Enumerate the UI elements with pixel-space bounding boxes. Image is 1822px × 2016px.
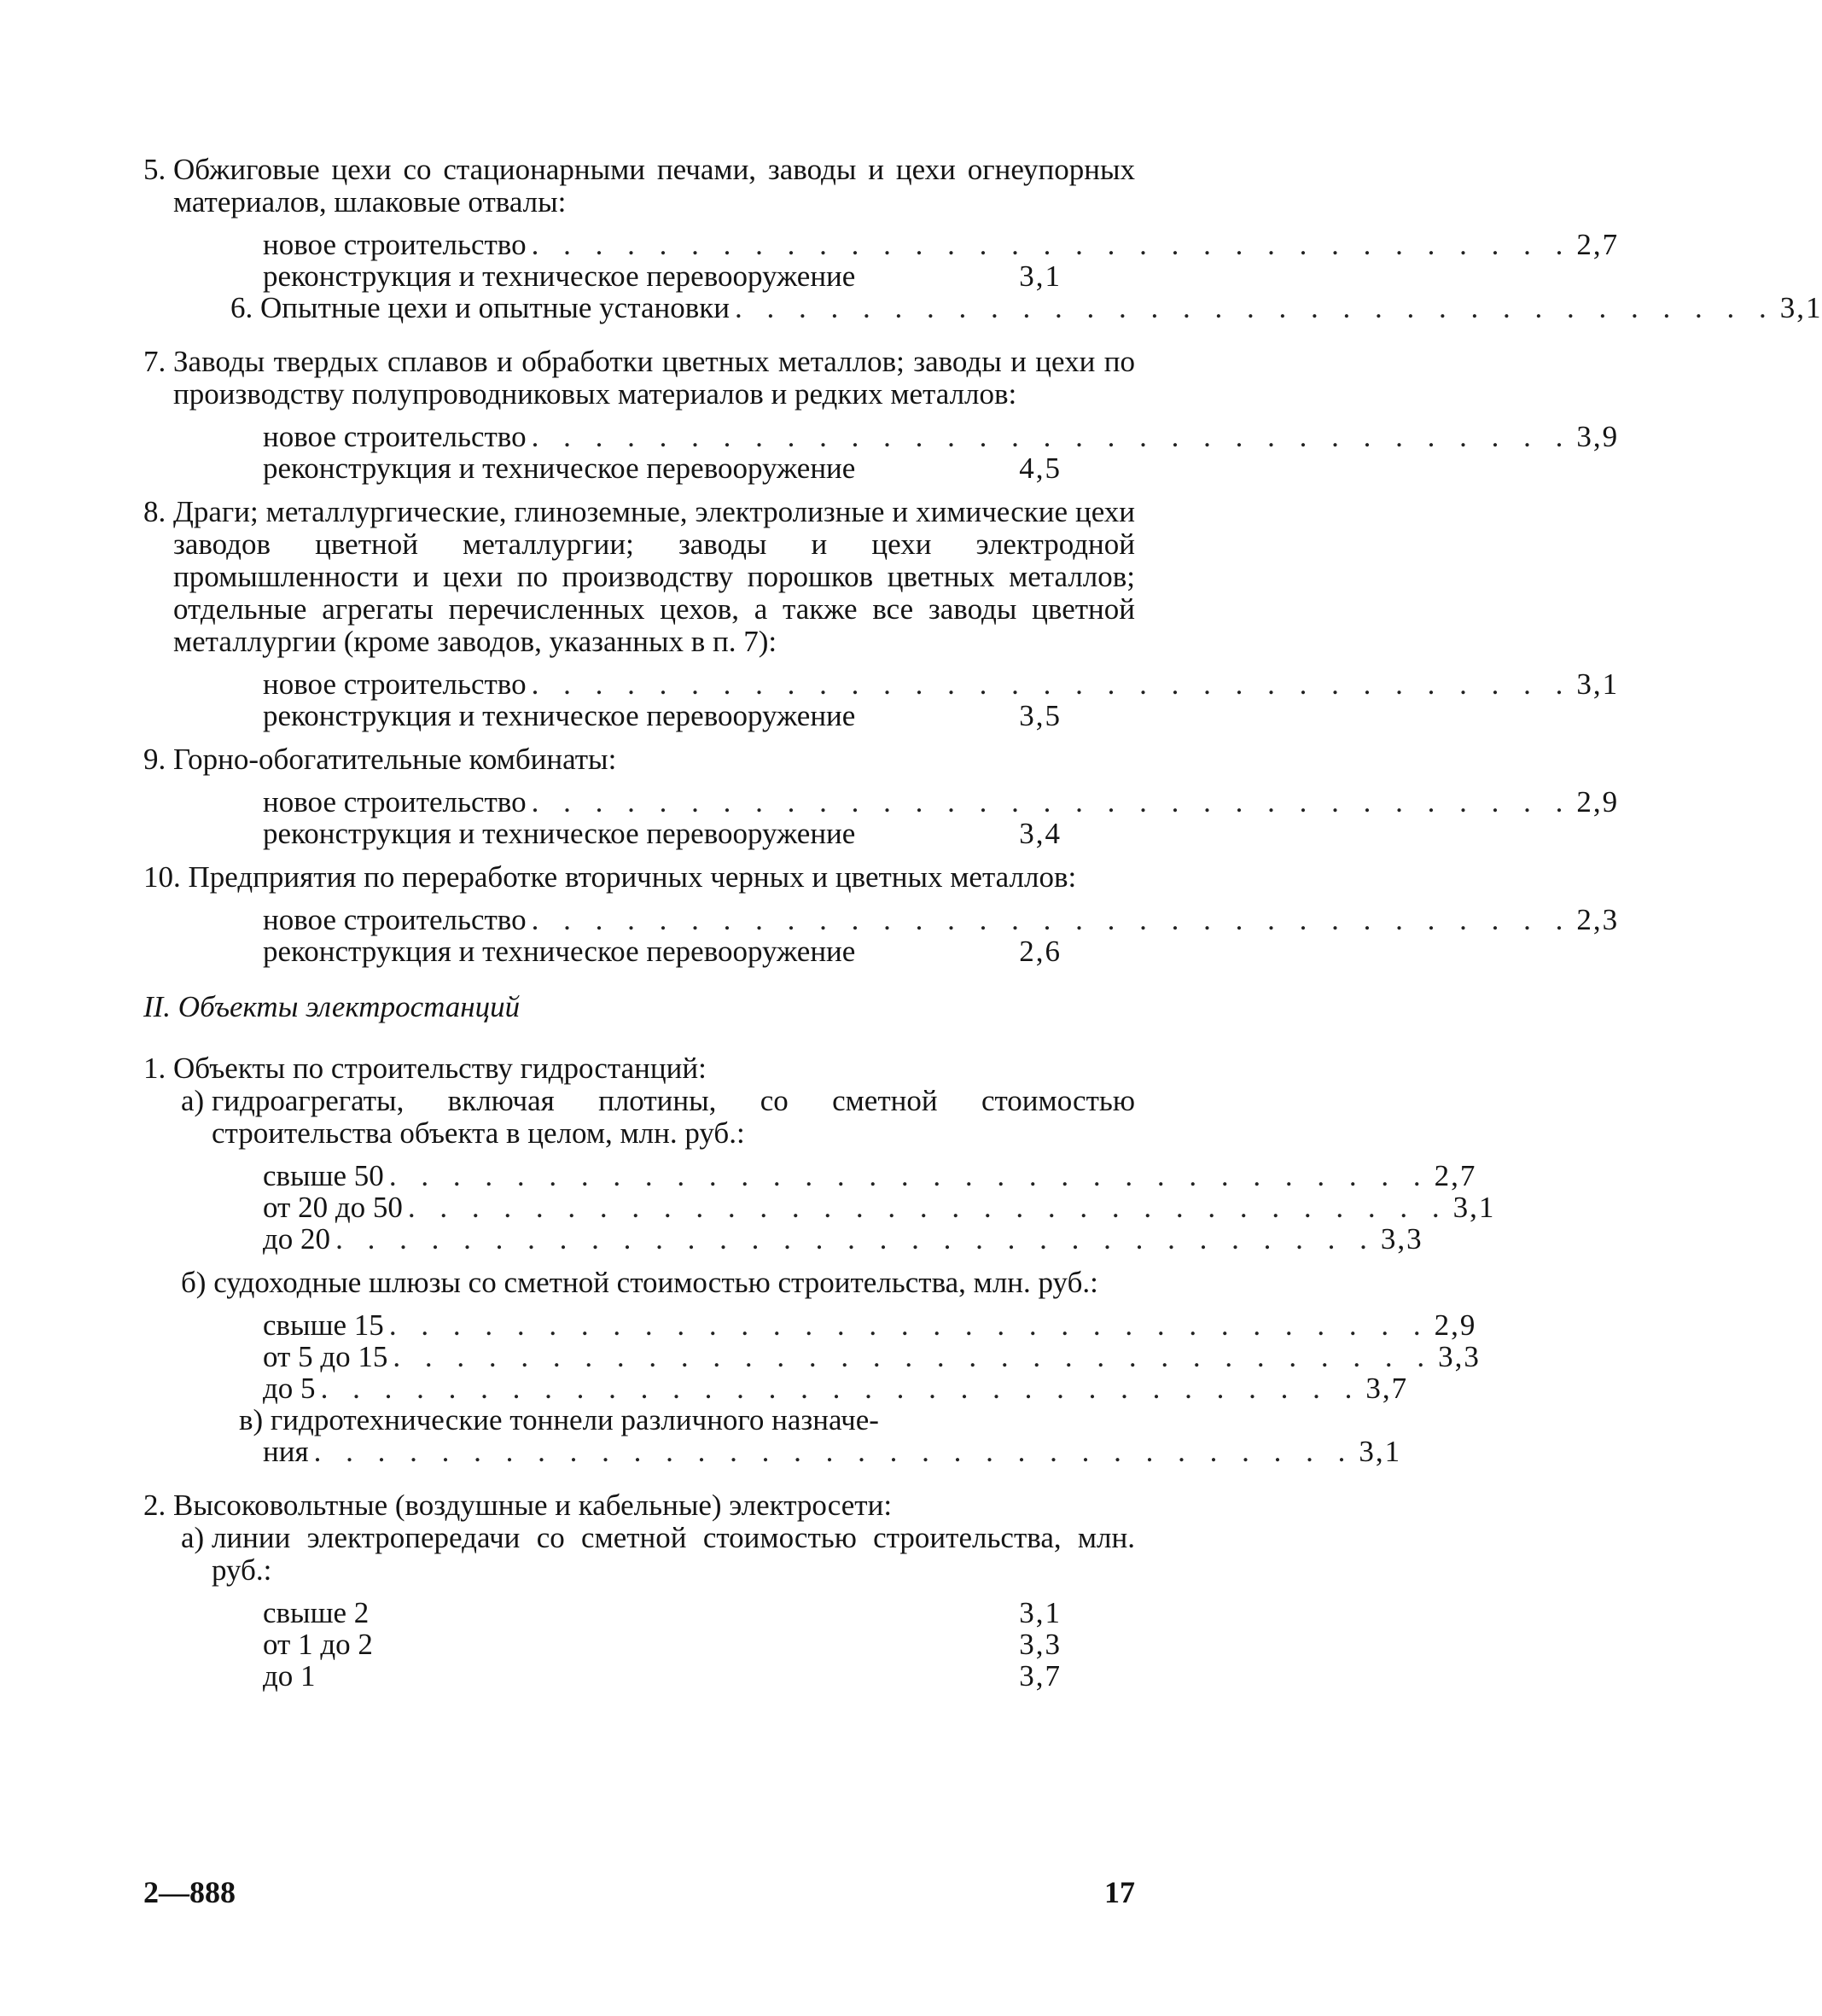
row-label: от 5 до 15 [263, 1340, 388, 1373]
dot-leader: . . . . . . . . . . . . . . . . . . . . . . . . . . . . . . . . . [335, 1222, 1376, 1256]
row-label: ния [263, 1435, 309, 1468]
list-item [143, 495, 1620, 732]
row-label: новое строительство [263, 785, 527, 819]
value-row [263, 1191, 1496, 1224]
list-item [143, 153, 1822, 324]
value-row [263, 1629, 1062, 1660]
value-row [263, 1372, 1409, 1405]
value-row [263, 452, 1062, 484]
item-text: Заводы твердых сплавов и обработки цветных металлов; заводы и цехи по производству полупроводниковых материалов и редких металлов: [173, 345, 1135, 411]
list-item [143, 860, 1620, 968]
dot-leader: . . . . . . . . . . . . . . . . . . . . . . . . . . . . . . . . . [320, 1372, 1361, 1405]
page-number: 17 [1104, 1875, 1135, 1909]
value-row [263, 228, 1620, 261]
dot-leader: . . . . . . . . . . . . . . . . . . . . . . . . . . . . . . . . . [388, 1159, 1429, 1192]
row-label: свыше 2 [263, 1596, 370, 1629]
row-value: 3,7 [1365, 1372, 1409, 1405]
sub-item [181, 1267, 1135, 1299]
row-value: 3,5 [1019, 699, 1062, 732]
item-text: Объекты по строительству гидростанций: [173, 1052, 707, 1085]
row-label: до 5 [263, 1372, 316, 1405]
value-row [263, 420, 1620, 453]
item-text: Горно-обогатительные комбинаты: [173, 743, 617, 776]
row-value: 3,7 [1019, 1659, 1062, 1693]
sub-item [181, 1522, 1135, 1587]
value-row [230, 291, 1822, 324]
dot-leader: . . . . . . . . . . . . . . . . . . . . . . . . . . . . . . . . . [393, 1340, 1434, 1373]
row-value: 3,3 [1019, 1628, 1062, 1661]
page-content [143, 153, 1822, 1704]
row-value: 2,7 [1576, 228, 1620, 261]
dot-leader: . . . . . . . . . . . . . . . . . . . . . . . . . . . . . . . . . [531, 420, 1572, 453]
value-row [263, 818, 1062, 849]
dot-leader: . . . . . . . . . . . . . . . . . . . . . . . . . . . . . . . . . [531, 228, 1572, 261]
list-item [143, 345, 1620, 485]
sub-item-text: в) гидротехнические тоннели различного назначе- [239, 1403, 879, 1436]
sub-item-text: гидроагрегаты, включая плотины, со сметной стоимостью строительства объекта в целом, млн. руб.: [211, 1084, 1135, 1150]
item-number: 5. [143, 153, 173, 186]
dot-leader: . . . . . . . . . . . . . . . . . . . . . . . . . . . . . . . . . [407, 1191, 1448, 1224]
row-value: 3,1 [1359, 1435, 1402, 1468]
dot-leader: . . . . . . . . . . . . . . . . . . . . . . . . . . . . . . . . . [531, 785, 1572, 819]
row-value: 2,9 [1434, 1308, 1477, 1342]
dot-leader: . . . . . . . . . . . . . . . . . . . . . . . . . . . . . . . . . [531, 903, 1572, 936]
row-value: 3,1 [1576, 667, 1620, 701]
row-value: 3,1 [1452, 1191, 1496, 1224]
row-value: 3,3 [1438, 1340, 1481, 1373]
row-label: от 1 до 2 [263, 1628, 373, 1661]
row-value: 2,7 [1434, 1159, 1477, 1192]
row-value: 3,3 [1380, 1222, 1423, 1256]
row-label: свыше 15 [263, 1308, 384, 1342]
sub-item-text: линии электропередачи со сметной стоимостью строительства, млн. руб.: [211, 1521, 1135, 1587]
row-value: 2,3 [1576, 903, 1620, 936]
sub-item-line [239, 1404, 1062, 1436]
item-number: 10. [143, 860, 189, 894]
item-number: 2. [143, 1489, 173, 1522]
row-label: новое строительство [263, 228, 527, 261]
value-row [263, 1222, 1423, 1256]
row-label: новое строительство [263, 903, 527, 936]
value-row [263, 1340, 1481, 1373]
value-row [263, 1597, 1062, 1629]
sub-item-letter: а) [181, 1521, 212, 1554]
value-row [263, 785, 1620, 819]
row-label: реконструкция и техническое перевооружение [263, 452, 856, 485]
sub-item-letter: б) [181, 1266, 214, 1299]
sub-item-letter: а) [181, 1084, 212, 1117]
row-value: 3,4 [1019, 817, 1062, 850]
row-label: реконструкция и техническое перевооружение [263, 817, 856, 850]
page-footer [143, 1874, 1135, 1910]
row-value: 3,1 [1779, 291, 1822, 324]
row-value: 3,9 [1576, 420, 1620, 453]
row-label: свыше 50 [263, 1159, 384, 1192]
row-label: реконструкция и техническое перевооружение [263, 935, 856, 968]
list-item [143, 1489, 1135, 1692]
value-row [263, 935, 1062, 967]
item-text: Высоковольтные (воздушные и кабельные) электросети: [173, 1489, 893, 1522]
sub-item [181, 1085, 1135, 1150]
row-label: реконструкция и техническое перевооружение [263, 259, 856, 293]
signature-mark: 2—888 [143, 1875, 236, 1909]
dot-leader: . . . . . . . . . . . . . . . . . . . . . . . . . . . . . . . . . [734, 291, 1775, 324]
value-row [263, 260, 1062, 292]
row-label: 6. Опытные цехи и опытные установки [230, 291, 730, 324]
item-number: 9. [143, 743, 173, 776]
row-label: новое строительство [263, 667, 527, 701]
item-number: 8. [143, 495, 173, 528]
sub-item-text: судоходные шлюзы со сметной стоимостью строительства, млн. руб.: [213, 1266, 1098, 1299]
section-heading: II. Объекты электростанций [143, 990, 521, 1023]
row-label: до 20 [263, 1222, 331, 1256]
row-label: реконструкция и техническое перевооружение [263, 699, 856, 732]
value-row [263, 667, 1620, 701]
row-label: новое строительство [263, 420, 527, 453]
row-value: 2,6 [1019, 935, 1062, 968]
dot-leader: . . . . . . . . . . . . . . . . . . . . . . . . . . . . . . . . . [313, 1435, 1354, 1468]
row-label: от 20 до 50 [263, 1191, 403, 1224]
item-text: Предприятия по переработке вторичных черных и цветных металлов: [188, 860, 1077, 894]
value-row [263, 1660, 1062, 1692]
list-item [143, 743, 1620, 850]
value-row [263, 700, 1062, 731]
list-item [143, 1052, 1496, 1468]
value-row [263, 1435, 1402, 1468]
dot-leader: . . . . . . . . . . . . . . . . . . . . . . . . . . . . . . . . . [531, 667, 1572, 701]
value-row [263, 1159, 1477, 1192]
dot-leader: . . . . . . . . . . . . . . . . . . . . . . . . . . . . . . . . . [388, 1308, 1429, 1342]
item-number: 1. [143, 1052, 173, 1085]
row-value: 2,9 [1576, 785, 1620, 819]
item-text: Обжиговые цехи со стационарными печами, заводы и цехи огнеупорных материалов, шлаковые отвалы: [173, 153, 1135, 218]
value-row [263, 903, 1620, 936]
item-number: 7. [143, 345, 173, 378]
item-text: Драги; металлургические, глиноземные, электролизные и химические цехи заводов цветной металлургии; заводы и цехи электродной промышленности и цехи по производству порошков цветных металлов; отдельные агрегаты перечисленных цехов, а также все заводы цветной металлургии (кроме заводов, указанных в п. 7): [173, 495, 1135, 658]
row-value: 4,5 [1019, 452, 1062, 485]
row-value: 3,1 [1019, 1596, 1062, 1629]
row-label: до 1 [263, 1659, 316, 1693]
value-row [263, 1308, 1477, 1342]
row-value: 3,1 [1019, 259, 1062, 293]
